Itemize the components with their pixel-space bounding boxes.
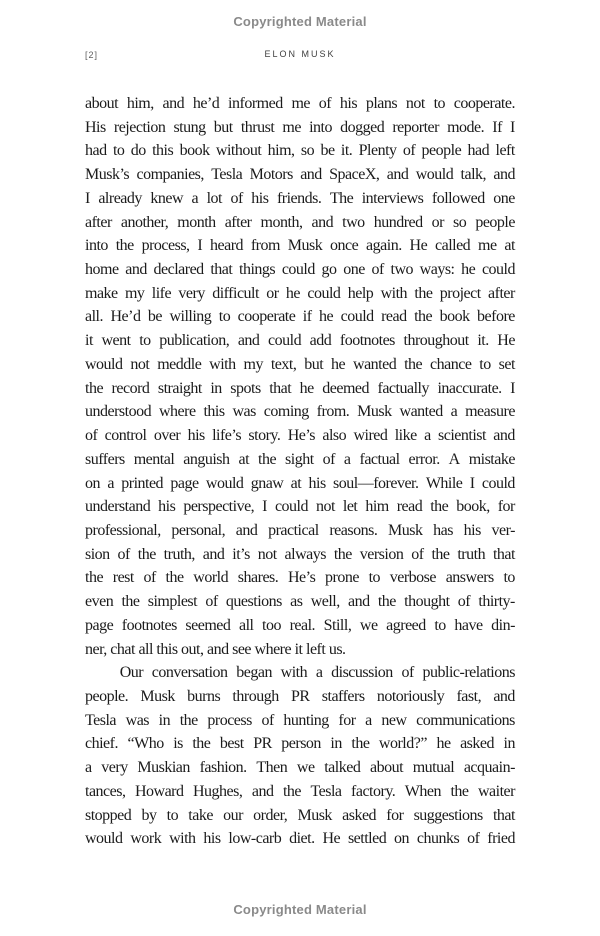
text-line: would work with his low-carb diet. He settled on chunks of fried bbox=[85, 830, 515, 848]
text-line: of control over his life’s story. He’s also wired like a scientist and bbox=[85, 427, 515, 445]
paragraph bbox=[85, 661, 515, 851]
text-line: Tesla was in the process of hunting for a new communications bbox=[85, 711, 515, 729]
running-title: ELON MUSK bbox=[264, 49, 336, 59]
text-line: page footnotes seemed all too real. Still, we agreed to have din- bbox=[85, 616, 515, 634]
text-line: professional, personal, and practical reasons. Musk has his ver- bbox=[85, 521, 515, 539]
text-line: the record straight in spots that he deemed factually inaccurate. I bbox=[85, 379, 515, 397]
text-line: home and declared that things could go one of two ways: he could bbox=[85, 261, 515, 279]
text-line: the rest of the world shares. He’s prone to verbose answers to bbox=[85, 569, 515, 587]
text-line: after another, month after month, and two hundred or so people bbox=[85, 213, 515, 231]
page-number: [2] bbox=[85, 50, 99, 60]
text-line: make my life very difficult or he could help with the project after bbox=[85, 284, 515, 302]
text-line: on a printed page would gnaw at his soul—forever. While I could bbox=[85, 474, 515, 492]
text-line: tances, Howard Hughes, and the Tesla factory. When the waiter bbox=[85, 782, 515, 800]
text-line: ner, chat all this out, and see where it left us. bbox=[85, 640, 346, 658]
copyright-notice-top: Copyrighted Material bbox=[233, 14, 367, 29]
text-line: had to do this book without him, so be it. Plenty of people had left bbox=[85, 142, 515, 160]
text-line: sion of the truth, and it’s not always the version of the truth that bbox=[85, 545, 515, 563]
text-line: I already knew a lot of his friends. The interviews followed one bbox=[85, 189, 515, 207]
text-line: would not meddle with my text, but he wanted the chance to set bbox=[85, 355, 515, 373]
text-line: Our conversation began with a discussion of public-relations bbox=[119, 664, 515, 682]
paragraph bbox=[85, 92, 515, 661]
copyright-notice-bottom: Copyrighted Material bbox=[233, 902, 367, 917]
body-text bbox=[85, 92, 515, 851]
text-line: about him, and he’d informed me of his plans not to cooperate. bbox=[85, 95, 515, 112]
text-line: a very Muskian fashion. Then we talked about mutual acquain- bbox=[85, 759, 515, 777]
text-line: suffers mental anguish at the sight of a factual error. A mistake bbox=[85, 450, 515, 468]
text-line: chief. “Who is the best PR person in the world?” he asked in bbox=[85, 735, 515, 753]
text-line: His rejection stung but thrust me into dogged reporter mode. If I bbox=[85, 118, 515, 136]
text-line: Musk’s companies, Tesla Motors and SpaceX, and would talk, and bbox=[85, 166, 515, 184]
text-line: all. He’d be willing to cooperate if he could read the book before bbox=[85, 308, 515, 326]
text-line: stopped by to take our order, Musk asked for suggestions that bbox=[85, 806, 515, 824]
text-line: even the simplest of questions as well, and the thought of thirty- bbox=[85, 593, 515, 611]
text-line: understood where this was coming from. Musk wanted a measure bbox=[85, 403, 515, 421]
text-line: into the process, I heard from Musk once again. He called me at bbox=[85, 237, 515, 255]
text-line: it went to publication, and could add footnotes throughout it. He bbox=[85, 332, 515, 350]
text-line: people. Musk burns through PR staffers notoriously fast, and bbox=[85, 687, 515, 705]
text-line: understand his perspective, I could not let him read the book, for bbox=[85, 498, 515, 516]
page-header bbox=[85, 49, 515, 63]
